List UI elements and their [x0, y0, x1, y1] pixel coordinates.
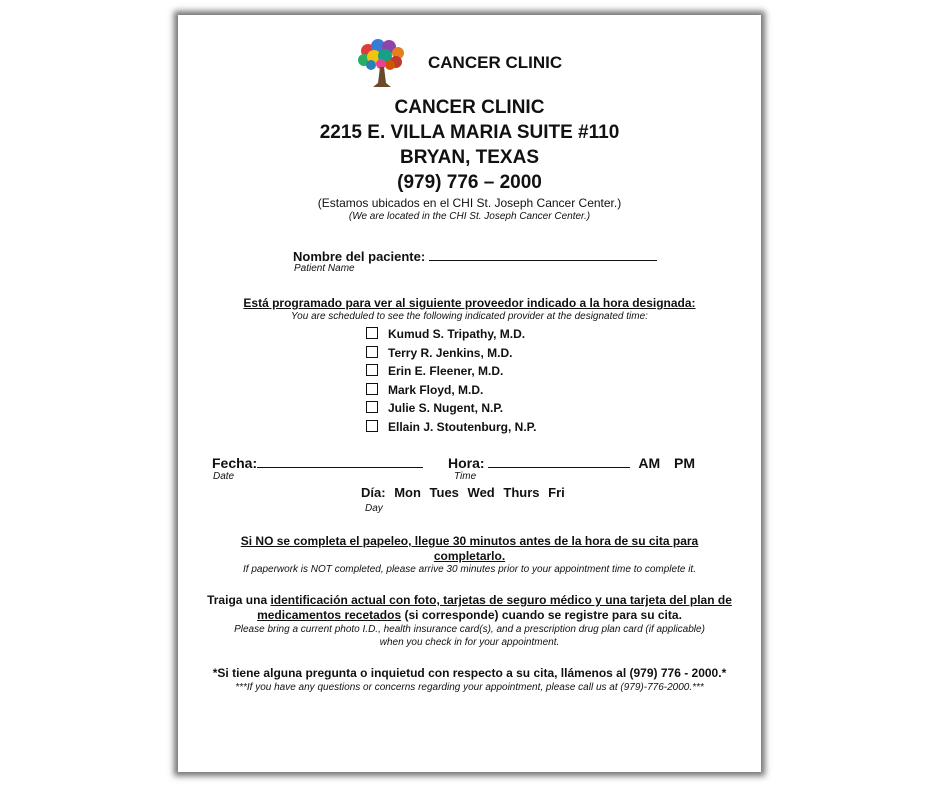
- provider-option[interactable]: [366, 420, 536, 434]
- paperwork-es-line2: completarlo.: [433, 549, 506, 563]
- pm-option[interactable]: PM: [674, 455, 696, 471]
- provider-heading-es: Está programado para ver al siguiente proveedor indicado a la hora designada:: [243, 296, 696, 310]
- bring-en-line1: Please bring a current photo I.D., health insurance card(s), and a prescription drug plan card (if applicable): [234, 624, 705, 635]
- provider-heading-en: You are scheduled to see the following indicated provider at the designated time:: [291, 311, 648, 322]
- time-line[interactable]: [488, 453, 630, 468]
- day-option-mon[interactable]: Mon: [394, 485, 421, 500]
- time-label-en: Time: [454, 471, 477, 482]
- provider-option[interactable]: [366, 401, 503, 415]
- provider-name: Julie S. Nugent, N.P.: [388, 401, 504, 415]
- provider-name: Mark Floyd, M.D.: [388, 383, 484, 397]
- location-es: (Estamos ubicados en el CHI St. Joseph Cancer Center.): [317, 196, 622, 210]
- patient-name-field[interactable]: [293, 246, 657, 264]
- checkbox-icon[interactable]: [366, 420, 378, 432]
- paperwork-en: If paperwork is NOT completed, please arrive 30 minutes prior to your appointment time to complete it.: [243, 564, 696, 575]
- patient-name-label: Nombre del paciente:: [293, 249, 426, 264]
- clinic-city: BRYAN, TEXAS: [399, 147, 539, 168]
- bring-es-c: medicamentos recetados: [257, 608, 402, 622]
- day-option-thurs[interactable]: Thurs: [503, 485, 540, 500]
- am-option[interactable]: AM: [638, 455, 661, 471]
- date-field[interactable]: [212, 453, 423, 471]
- time-field[interactable]: [448, 453, 695, 471]
- day-option-fri[interactable]: Fri: [548, 485, 565, 500]
- checkbox-icon[interactable]: [366, 327, 378, 339]
- checkbox-icon[interactable]: [366, 401, 378, 413]
- checkbox-icon[interactable]: [366, 383, 378, 395]
- day-label-en: Day: [365, 503, 383, 514]
- day-option-wed[interactable]: Wed: [467, 485, 495, 500]
- paperwork-es-line1: Si NO se completa el papeleo, llegue 30 minutos antes de la hora de su cita para: [240, 534, 699, 548]
- provider-option[interactable]: [366, 327, 525, 341]
- checkbox-icon[interactable]: [366, 364, 378, 376]
- patient-name-label-en: Patient Name: [294, 263, 355, 274]
- date-label-en: Date: [213, 471, 235, 482]
- clinic-street: 2215 E. VILLA MARIA SUITE #110: [319, 122, 620, 143]
- questions-en: ***If you have any questions or concerns regarding your appointment, please call us at (979)-776-2000.***: [235, 682, 704, 693]
- provider-name: Terry R. Jenkins, M.D.: [388, 346, 513, 360]
- bring-es: [188, 593, 751, 623]
- bring-es-d: (si corresponde) cuando se registre para su cita.: [401, 608, 682, 622]
- provider-name: Kumud S. Tripathy, M.D.: [388, 327, 526, 341]
- clinic-phone: (979) 776 – 2000: [397, 172, 542, 193]
- clinic-name: CANCER CLINIC: [394, 97, 545, 118]
- bring-es-a: Traiga una: [207, 593, 271, 607]
- form-page: [178, 15, 761, 772]
- day-label: Día:: [361, 485, 386, 500]
- tree-logo-icon: [354, 35, 410, 91]
- provider-option[interactable]: [366, 364, 503, 378]
- date-line[interactable]: [257, 453, 423, 468]
- questions-es: *Si tiene alguna pregunta o inquietud con respecto a su cita, llámenos al (979) 776 - 2000.*: [212, 666, 727, 680]
- provider-name: Erin E. Fleener, M.D.: [388, 364, 504, 378]
- day-field: [361, 485, 565, 500]
- logo-title: CANCER CLINIC: [428, 53, 563, 72]
- provider-option[interactable]: [366, 383, 483, 397]
- provider-name: Ellain J. Stoutenburg, N.P.: [388, 420, 537, 434]
- time-label: Hora:: [448, 455, 485, 471]
- bring-es-b: identificación actual con foto, tarjetas de seguro médico y una tarjeta del plan de: [270, 593, 732, 607]
- day-option-tues[interactable]: Tues: [429, 485, 459, 500]
- patient-name-line[interactable]: [429, 246, 657, 261]
- checkbox-icon[interactable]: [366, 346, 378, 358]
- date-label: Fecha:: [212, 455, 258, 471]
- bring-en-line2: when you check in for your appointment.: [379, 637, 560, 648]
- provider-option[interactable]: [366, 346, 512, 360]
- location-en: (We are located in the CHI St. Joseph Cancer Center.): [348, 211, 591, 222]
